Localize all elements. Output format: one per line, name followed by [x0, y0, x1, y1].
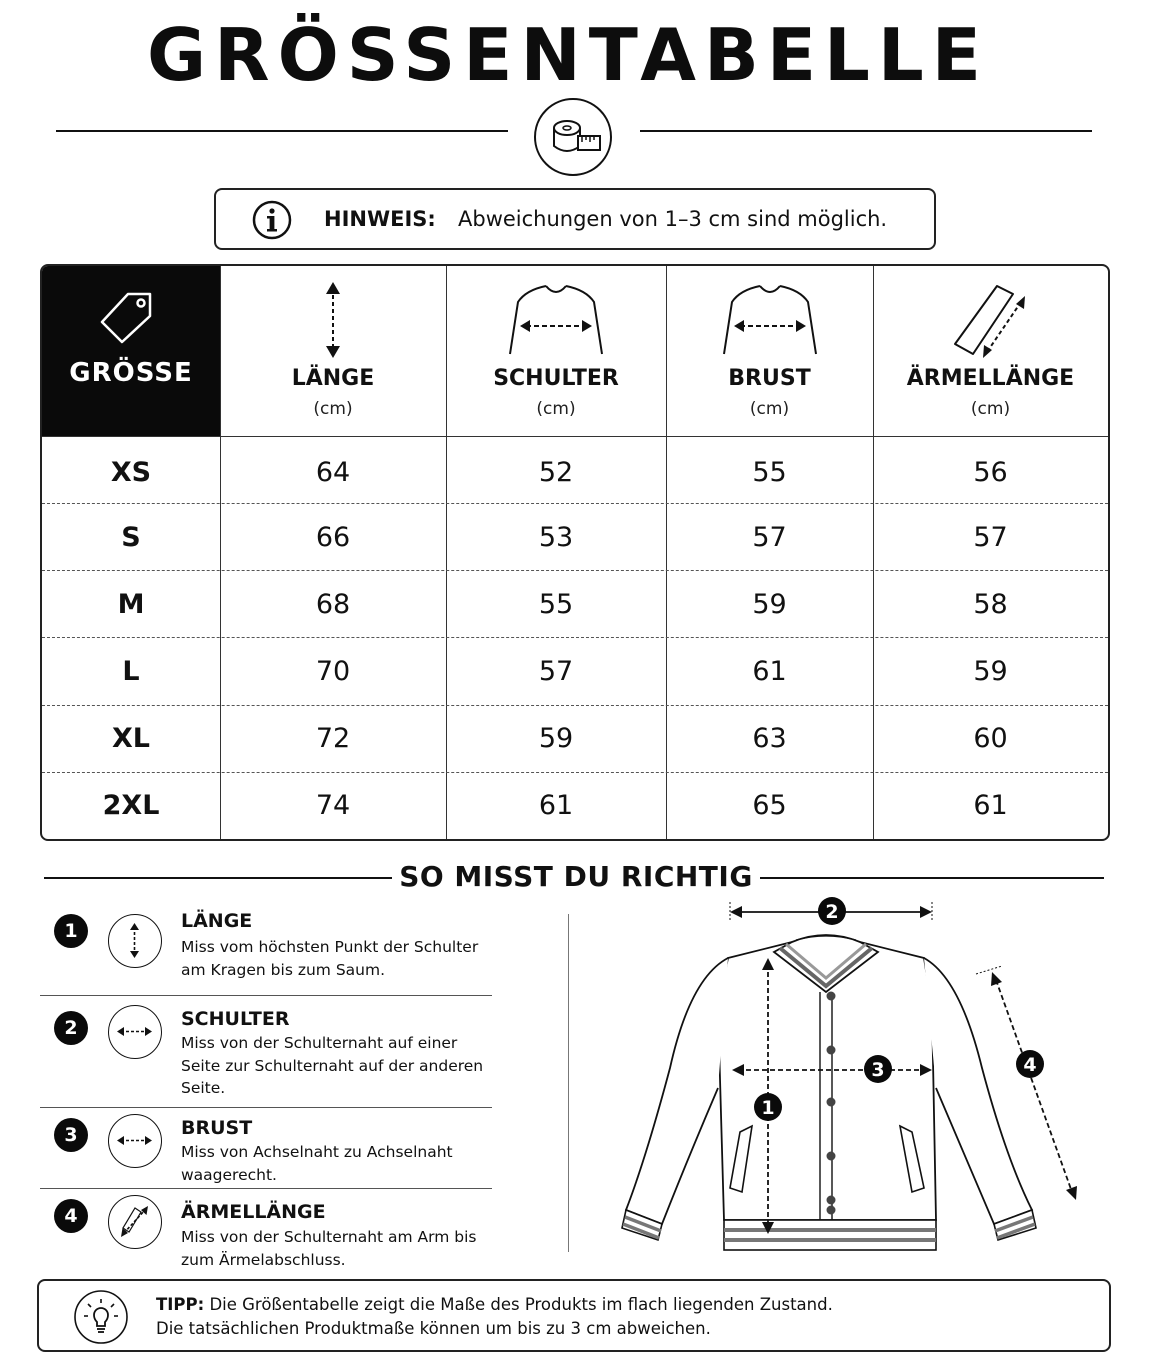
tip-text-line2: Die tatsächlichen Produktmaße können um bis zu 3 cm abweichen. [156, 1319, 711, 1338]
step-number: 2 [54, 1011, 88, 1045]
step-title: SCHULTER [181, 1008, 290, 1030]
divider-left [44, 877, 392, 879]
table-cell: 55 [538, 589, 574, 620]
table-cell: 64 [315, 457, 351, 488]
table-cell: 66 [315, 522, 351, 553]
table-cell: 53 [538, 522, 574, 553]
column-header-aermellaenge: ÄRMELLÄNGE (cm) [873, 266, 1108, 436]
notice-box [214, 188, 936, 250]
lightbulb-icon [73, 1289, 129, 1345]
table-cell: 68 [315, 589, 351, 620]
diagram-marker: 2 [825, 901, 839, 923]
table-cell: 57 [752, 522, 787, 553]
table-cell: 60 [973, 723, 1008, 754]
table-cell: 57 [538, 656, 574, 687]
table-cell: 70 [315, 656, 351, 687]
notice-label: HINWEIS: [324, 207, 436, 231]
size-column-header [42, 266, 220, 436]
step-number: 4 [54, 1199, 88, 1233]
table-cell: 56 [973, 457, 1008, 488]
step-divider [40, 1107, 492, 1108]
step-title: BRUST [181, 1117, 253, 1139]
diagram-marker: 1 [761, 1097, 775, 1119]
table-cell: 63 [752, 723, 787, 754]
tip-label: TIPP: [156, 1295, 205, 1314]
table-cell: 74 [315, 790, 351, 821]
table-row-size: 2XL [102, 790, 160, 821]
step-description: Miss von Achselnaht zu Achselnaht waagerecht. [181, 1143, 453, 1184]
table-cell: 58 [973, 589, 1008, 620]
divider-left [56, 130, 508, 132]
section-title: SO MISST DU RICHTIG [399, 860, 753, 893]
table-cell: 61 [973, 790, 1008, 821]
step-title: LÄNGE [181, 910, 253, 932]
table-row-size: S [121, 522, 141, 553]
sleeve-length-icon [947, 280, 1037, 360]
step-divider [40, 995, 492, 996]
divider-right [760, 877, 1104, 879]
column-header-schulter: SCHULTER (cm) [446, 266, 666, 436]
table-cell: 61 [538, 790, 574, 821]
table-cell: 57 [973, 522, 1008, 553]
table-cell: 52 [538, 457, 574, 488]
horizontal-arrow-icon [108, 1114, 162, 1168]
diagonal-arrow-icon [108, 1195, 162, 1249]
chest-width-icon [720, 280, 820, 356]
table-cell: 59 [538, 723, 574, 754]
tip-text-line1: Die Größentabelle zeigt die Maße des Produkts im flach liegenden Zustand. [209, 1295, 833, 1314]
notice-text: Abweichungen von 1–3 cm sind möglich. [458, 207, 888, 231]
diagram-marker: 4 [1023, 1054, 1037, 1076]
page-title: GRÖSSENTABELLE [147, 13, 989, 97]
shoulder-width-icon [506, 280, 606, 356]
diagram-marker: 3 [871, 1059, 885, 1081]
table-row-size: XS [110, 457, 152, 488]
jacket-diagram [610, 888, 1090, 1260]
step-number: 3 [54, 1118, 88, 1152]
step-divider [40, 1188, 492, 1189]
table-divider [42, 436, 1108, 437]
table-row-size: XL [111, 723, 151, 754]
step-description: Miss von der Schulternaht am Arm bis zum Ärmelabschluss. [181, 1228, 477, 1269]
table-cell: 61 [752, 656, 787, 687]
table-cell: 59 [752, 589, 787, 620]
step-description: Miss von der Schulternaht auf einer Seite zur Schulternaht auf der anderen Seite. [181, 1034, 484, 1097]
table-cell: 72 [315, 723, 351, 754]
info-icon [252, 200, 292, 240]
horizontal-arrow-icon [108, 1005, 162, 1059]
divider-right [640, 130, 1092, 132]
tip-box [37, 1279, 1111, 1352]
tape-measure-icon [534, 98, 612, 176]
column-header-brust: BRUST (cm) [666, 266, 873, 436]
size-header-label: GRÖSSE [69, 358, 193, 388]
table-row-size: M [117, 589, 145, 620]
table-cell: 55 [752, 457, 787, 488]
vertical-arrow-icon [318, 280, 348, 360]
size-table [40, 264, 1110, 841]
section-divider [568, 914, 569, 1252]
table-row-size: L [122, 656, 140, 687]
step-description: Miss vom höchsten Punkt der Schulter am Kragen bis zum Saum. [181, 938, 479, 979]
column-header-laenge: LÄNGE (cm) [220, 266, 446, 436]
step-title: ÄRMELLÄNGE [181, 1201, 326, 1223]
step-number: 1 [54, 914, 88, 948]
table-cell: 59 [973, 656, 1008, 687]
vertical-arrow-icon [108, 914, 162, 968]
price-tag-icon [98, 288, 158, 348]
table-cell: 65 [752, 790, 787, 821]
